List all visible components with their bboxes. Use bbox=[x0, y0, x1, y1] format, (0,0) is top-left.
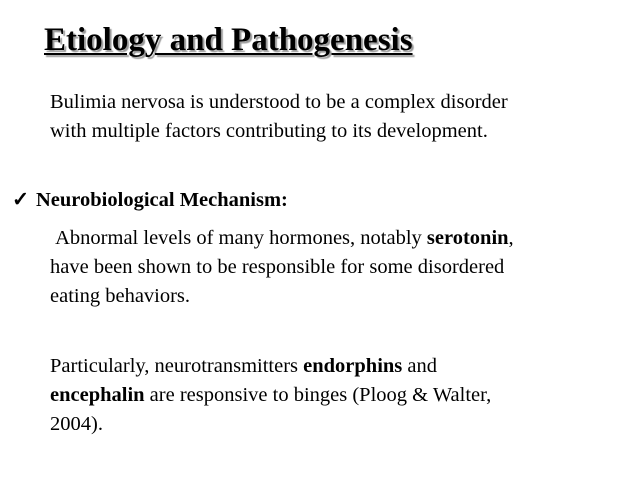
serotonin-term: serotonin bbox=[426, 227, 509, 249]
intro-paragraph bbox=[50, 88, 508, 146]
neuro-line-3: eating behaviors. bbox=[50, 285, 191, 307]
particular-line-3: 2004). bbox=[50, 413, 103, 435]
particular-line-1-end: and bbox=[402, 355, 438, 377]
intro-line-2: with multiple factors contributing to its development. bbox=[50, 120, 488, 142]
encephalin-term: encephalin bbox=[50, 384, 145, 406]
particular-line-1-text: Particularly, neurotransmitters bbox=[50, 355, 304, 377]
checkmark-icon: ✓ bbox=[12, 189, 30, 211]
particular-line-2-text: are responsive to binges (Ploog & Walter, bbox=[144, 384, 492, 406]
neuro-paragraph bbox=[50, 224, 514, 311]
endorphins-term: endorphins bbox=[303, 355, 403, 377]
particular-line-2 bbox=[50, 381, 491, 410]
neuro-line-1-end: , bbox=[508, 227, 514, 249]
intro-line-1: Bulimia nervosa is understood to be a complex disorder bbox=[50, 91, 508, 113]
particular-line-1 bbox=[50, 352, 491, 381]
slide-title: Etiology and Pathogenesis bbox=[44, 22, 413, 58]
bullet-neurobiological bbox=[12, 186, 288, 215]
particular-paragraph bbox=[50, 352, 491, 439]
neuro-line-1 bbox=[50, 224, 514, 253]
bullet-heading: Neurobiological Mechanism: bbox=[36, 189, 288, 211]
neuro-line-1-text: Abnormal levels of many hormones, notably bbox=[55, 227, 427, 249]
neuro-line-2: have been shown to be responsible for some disordered bbox=[50, 256, 505, 278]
